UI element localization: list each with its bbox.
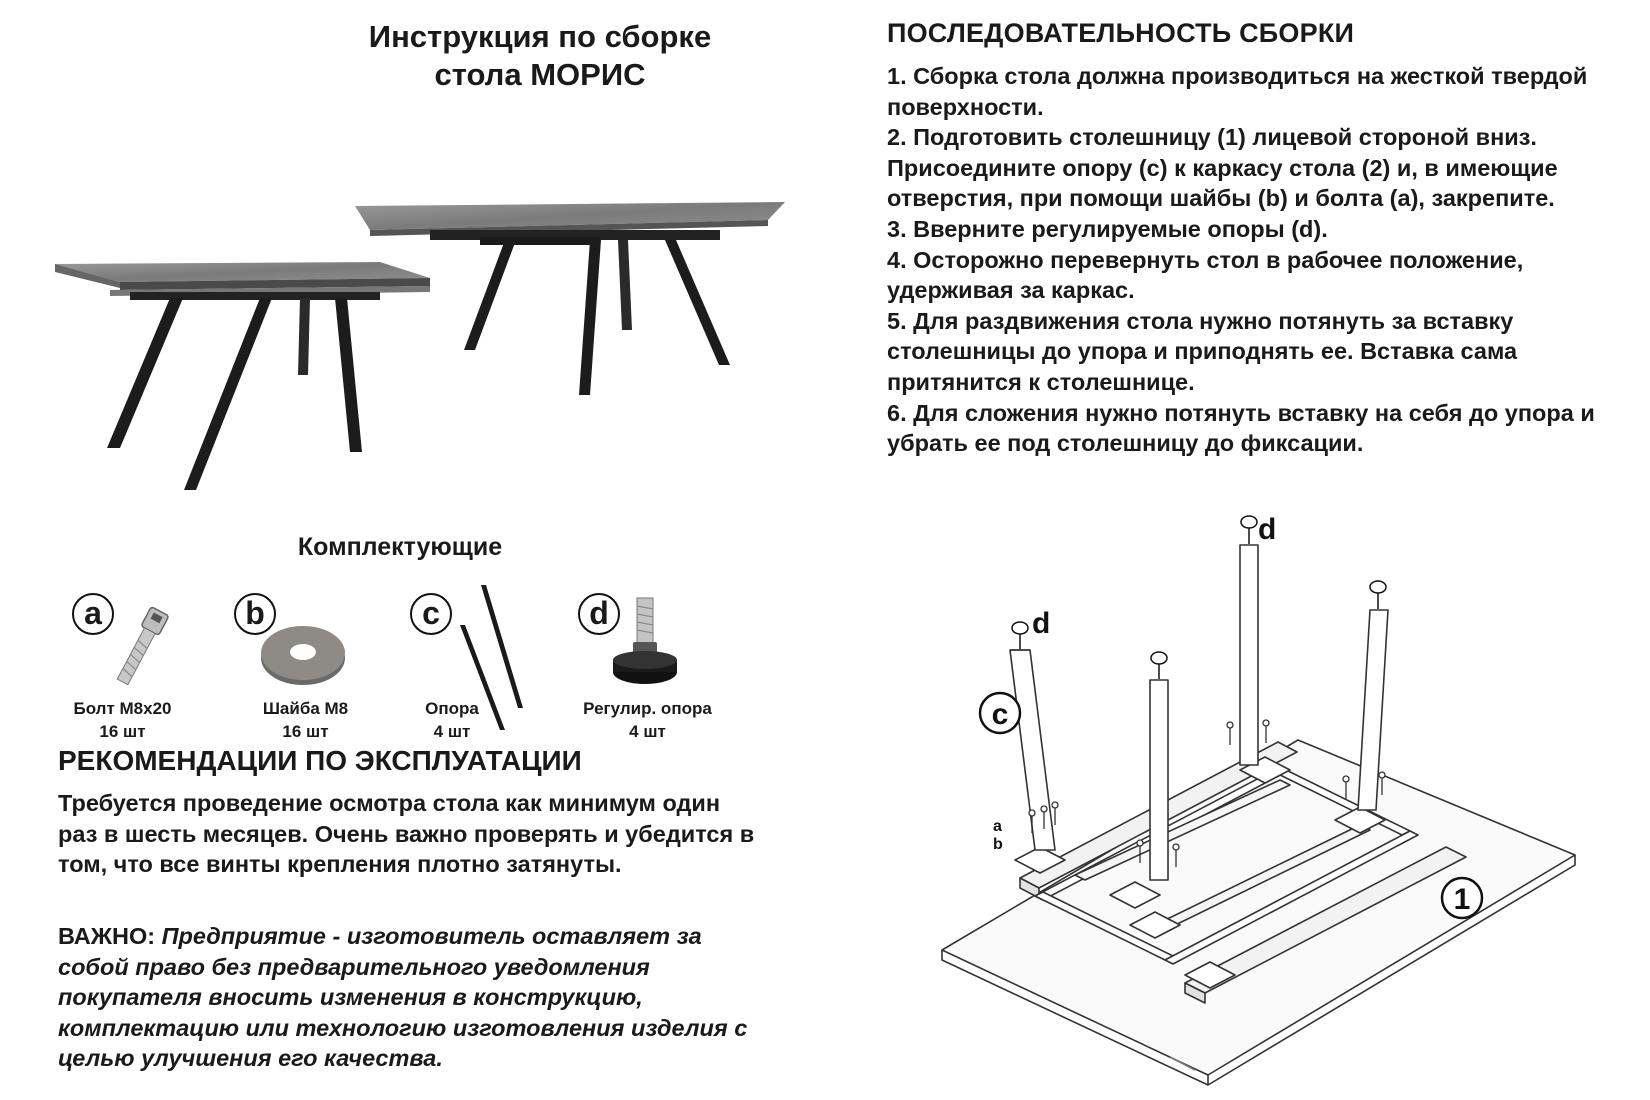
assembly-step: 2. Подготовить столешницу (1) лицевой стороной вниз. Присоедините опору (с) к каркасу стола (2) и, в имеющие отверстия, при помощи шайбы (b) и болта (a), закрепите. xyxy=(887,124,1558,212)
leg-c xyxy=(1240,545,1258,765)
diagram-label-c-circle xyxy=(980,693,1020,733)
recommendations-heading: РЕКОМЕНДАЦИИ ПО ЭКСПЛУАТАЦИИ xyxy=(58,745,582,776)
part-letter-c: c xyxy=(410,593,452,635)
part-name: Регулир. опора xyxy=(583,699,712,718)
part-name: Опора xyxy=(425,699,479,718)
part-qty: 4 шт xyxy=(629,722,666,741)
part-caption-b xyxy=(238,697,373,743)
important-notice xyxy=(58,921,758,1074)
part-name: Шайба М8 xyxy=(262,699,349,718)
adjustable-foot-icon xyxy=(610,598,680,686)
assembly-step: 6. Для сложения нужно потянуть вставку на себя до упора и убрать ее под столешницу до фиксации. xyxy=(887,399,1595,457)
page-title xyxy=(300,18,780,94)
part-caption-c xyxy=(402,697,502,743)
part-caption-d xyxy=(570,697,725,743)
title-line-2: стола МОРИС xyxy=(434,57,646,92)
diagram-label-1-circle xyxy=(1442,878,1482,918)
title-line-1: Инструкция по сборке xyxy=(368,19,712,54)
part-qty: 16 шт xyxy=(282,722,329,741)
washer-icon xyxy=(258,622,348,688)
assembly-steps-list xyxy=(887,61,1632,459)
diagram-label-c: c xyxy=(991,698,1009,731)
recommendations-text: Требуется проведение осмотра стола как минимум один раз в шесть месяцев. Очень важно проверять и убедится в том, что все винты крепления плотно затянуты. xyxy=(58,790,755,878)
compact-table-image xyxy=(55,262,430,490)
important-text: Предприятие - изготовитель оставляет за собой право без предварительного уведомления покупателя вносить изменения в конструкцию, комплектацию или технологию изготовления изделия с целью улучшения его качества. xyxy=(58,923,748,1072)
part-letter-a: a xyxy=(72,593,114,635)
assembly-step: 5. Для раздвижения стола нужно потянуть за вставку столешницы до упора и приподнять ее. Вставка сама притянится к столешнице. xyxy=(887,307,1518,395)
assembly-step: 3. Вверните регулируемые опоры (d). xyxy=(887,215,1328,242)
assembly-heading: ПОСЛЕДОВАТЕЛЬНОСТЬ СБОРКИ xyxy=(887,18,1355,48)
assembly-step: 4. Осторожно перевернуть стол в рабочее положение, удерживая за каркас. xyxy=(887,246,1524,304)
part-qty: 4 шт xyxy=(433,722,471,741)
components-heading: Комплектующие xyxy=(297,533,503,561)
diagram-label-d: d xyxy=(1032,607,1051,640)
bolt-icon xyxy=(100,602,180,692)
table-product-illustration xyxy=(50,190,790,520)
diagram-label-b: b xyxy=(993,836,1003,853)
part-qty: 16 шт xyxy=(99,722,146,741)
part-caption-a xyxy=(55,697,190,743)
assembly-diagram xyxy=(940,515,1580,1095)
assembly-step: 1. Сборка стола должна производиться на жесткой твердой поверхности. xyxy=(887,63,1588,120)
extended-table-image xyxy=(355,202,785,395)
part-name: Болт М8х20 xyxy=(73,699,172,718)
important-label: ВАЖНО: xyxy=(58,923,156,949)
part-letter-d: d xyxy=(578,593,620,635)
leg-c xyxy=(1150,680,1168,880)
diagram-label-a: a xyxy=(993,818,1002,835)
diagram-label-1: 1 xyxy=(1453,883,1471,916)
part-letter-b: b xyxy=(234,593,276,635)
diagram-label-d: d xyxy=(1258,513,1277,546)
